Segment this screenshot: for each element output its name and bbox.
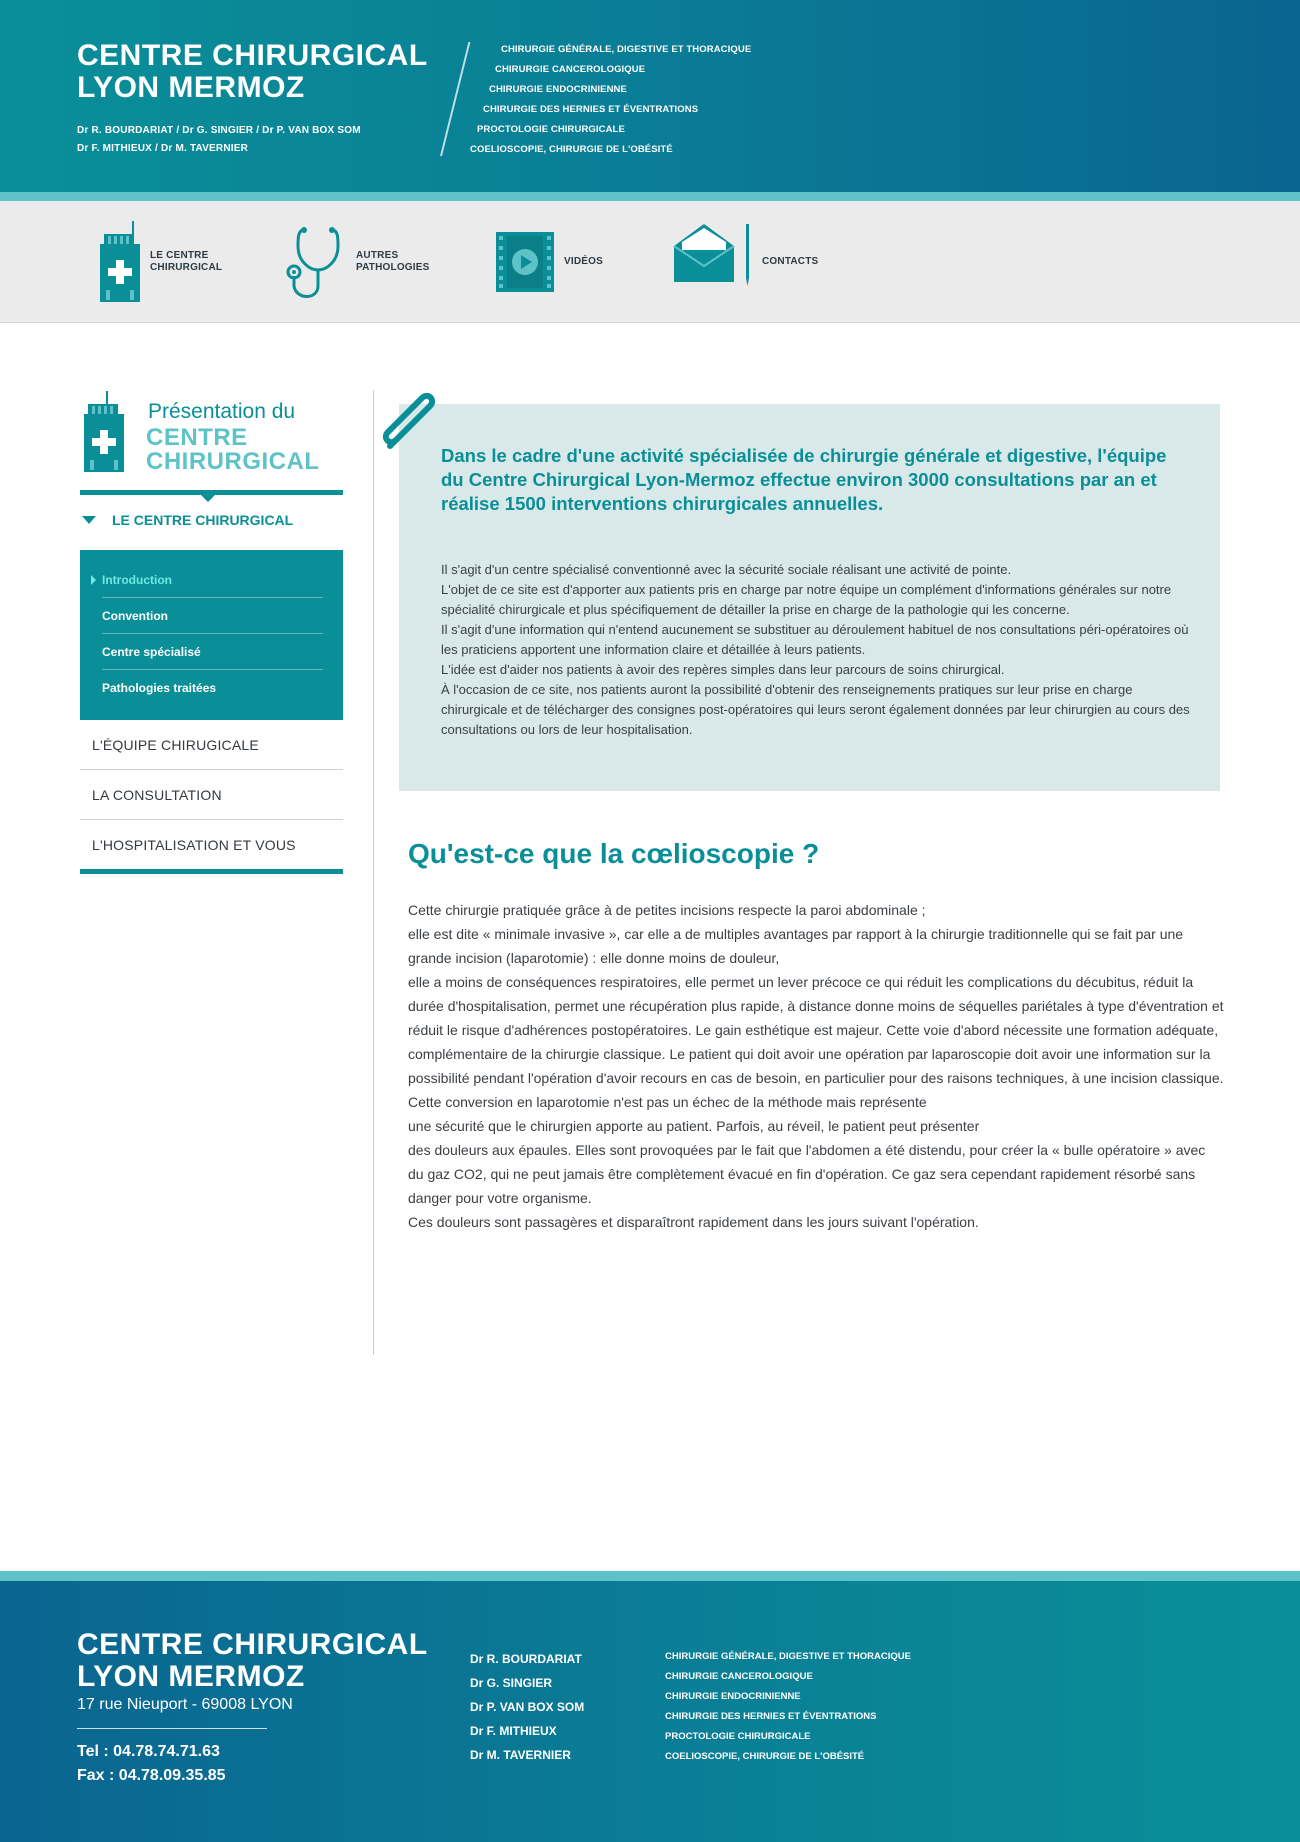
footer-divider: [77, 1728, 267, 1729]
nav-item-videos[interactable]: [494, 201, 603, 323]
submenu-item-centre-specialise[interactable]: [102, 634, 323, 670]
footer-phone[interactable]: Tel : 04.78.74.71.63: [77, 1743, 220, 1760]
site-title[interactable]: [77, 40, 428, 104]
nav-item-autres-pathologies[interactable]: [282, 201, 430, 323]
sidebar-heading-big: [146, 426, 320, 474]
header-doctors-line2: Dr F. MITHIEUX / Dr M. TAVERNIER: [77, 143, 249, 154]
submenu-label: Introduction: [102, 572, 172, 587]
footer-fax: Fax : 04.78.09.35.85: [77, 1767, 226, 1784]
header-divider: [440, 42, 470, 156]
sidebar-link-equipe[interactable]: L'ÉQUIPE CHIRUGICALE: [80, 720, 343, 770]
hospital-building-icon: [82, 390, 126, 474]
intro-paragraph: Il s'agit d'un centre spécialisé conventionné avec la sécurité sociale réalisant une activité de pointe.: [441, 562, 1012, 577]
header-specialty[interactable]: PROCTOLOGIE CHIRURGICALE: [477, 124, 625, 135]
site-title-line1: CENTRE CHIRURGICAL: [77, 39, 428, 72]
hospital-building-icon: [98, 220, 142, 304]
paperclip-icon: [380, 386, 450, 456]
article-paragraph: elle est dite « minimale invasive », car elle a de multiples avantages par rapport à la chirurgie traditionnelle qui se fait par une grande incision (laparotomie) : elle donne moins de douleur,: [408, 926, 1184, 966]
header-specialty[interactable]: CHIRURGIE GÉNÉRALE, DIGESTIVE ET THORACIQUE: [501, 44, 752, 55]
submenu-item-convention[interactable]: [102, 598, 323, 634]
sidebar-link-consultation[interactable]: LA CONSULTATION: [80, 770, 343, 820]
footer-specialty[interactable]: CHIRURGIE GÉNÉRALE, DIGESTIVE ET THORACIQUE: [665, 1651, 911, 1662]
footer-specialty[interactable]: CHIRURGIE CANCEROLOGIQUE: [665, 1671, 813, 1682]
intro-paragraph: L'idée est d'aider nos patients à avoir des repères simples dans leur parcours de soins chirurgical.: [441, 662, 1005, 677]
article-paragraph: des douleurs aux épaules. Elles sont provoquées par le fait que l'abdomen a été distendu, pour créer la « bulle opératoire » avec du gaz CO2, qui ne peut jamais être complètement évacué en fin d'opération. Ce gaz sera cependant rapidement résorbé sans danger pour votre organisme.: [408, 1142, 1206, 1206]
site-footer: [0, 1581, 1300, 1842]
sidebar-rule-notch: [200, 494, 216, 502]
sidebar-heading-big-line1: CENTRE: [146, 424, 248, 451]
intro-body: [441, 560, 1201, 740]
intro-paragraph: Il s'agit d'une information qui n'entend aucunement se substituer au déroulement habituel de nos consultations péri-opératoires où les praticiens apportent une information claire et détaillée à leurs patients.: [441, 622, 1189, 657]
footer-doctor: Dr G. SINGIER: [470, 1676, 553, 1690]
film-play-icon: [494, 220, 556, 304]
footer-specialty[interactable]: CHIRURGIE DES HERNIES ET ÉVENTRATIONS: [665, 1711, 877, 1722]
footer-doctor: Dr P. VAN BOX SOM: [470, 1700, 585, 1714]
footer-address: 17 rue Nieuport - 69008 LYON: [77, 1696, 293, 1713]
site-title-line2: LYON MERMOZ: [77, 71, 305, 104]
sidebar-heading-small: Présentation du: [148, 400, 296, 423]
article-paragraph: elle a moins de conséquences respiratoires, elle permet un lever précoce ce qui réduit les complications du décubitus, réduit la durée d'hospitalisation, permet une récupération plus rapide, à distance donne moins de séquelles pariétales à type d'éventration et réduit le risque d'adhérences postopératoires. Le gain esthétique est majeur. Cette voie d'abord nécessite une formation adéquate, complémentaire de la chirurgie classique. Le patient qui doit avoir une opération par laparoscopie doit avoir une information sur la possibilité pendant l'opération d'avoir recours en cas de besoin, en particulier pour des raisons techniques, à une incision classique. Cette conversion en laparotomie n'est pas un échec de la méthode mais représente: [408, 974, 1224, 1110]
header-doctors-line1: Dr R. BOURDARIAT / Dr G. SINGIER / Dr P. VAN BOX SOM: [77, 125, 361, 136]
sidebar-heading: [80, 390, 343, 490]
content-divider: [373, 390, 374, 1355]
header-specialty[interactable]: CHIRURGIE CANCEROLOGIQUE: [495, 64, 646, 75]
article-paragraph: Cette chirurgie pratiquée grâce à de petites incisions respecte la paroi abdominale ;: [408, 902, 926, 918]
sidebar-section-toggle[interactable]: [80, 503, 343, 537]
sidebar-heading-big-line2: CHIRURGICAL: [146, 448, 320, 475]
sidebar: [80, 390, 343, 853]
caret-right-icon: [91, 575, 96, 585]
header-specialty[interactable]: CHIRURGIE DES HERNIES ET ÉVENTRATIONS: [483, 104, 699, 115]
footer-doctor: Dr R. BOURDARIAT: [470, 1652, 582, 1666]
nav-label: AUTRES PATHOLOGIES: [356, 250, 430, 273]
footer-title-line2: LYON MERMOZ: [77, 1660, 305, 1693]
footer-specialty[interactable]: COELIOSCOPIE, CHIRURGIE DE L'OBÉSITÉ: [665, 1751, 865, 1762]
envelope-pen-icon: [672, 220, 754, 304]
article-paragraph: Ces douleurs sont passagères et disparaîtront rapidement dans les jours suivant l'opération.: [408, 1214, 979, 1230]
header-stripe: [0, 192, 1300, 201]
nav-label: LE CENTRE CHIRURGICAL: [150, 250, 223, 273]
sidebar-links: [80, 720, 343, 870]
footer-specialty[interactable]: PROCTOLOGIE CHIRURGICALE: [665, 1731, 811, 1742]
caret-down-icon: [82, 516, 96, 524]
header-specialty[interactable]: CHIRURGIE ENDOCRINIENNE: [489, 84, 627, 95]
nav-item-centre-chirurgical[interactable]: [98, 201, 222, 323]
article-paragraph: une sécurité que le chirurgien apporte au patient. Parfois, au réveil, le patient peut présenter: [408, 1118, 980, 1134]
submenu-item-pathologies-traitees[interactable]: [102, 670, 323, 706]
intro-lead-text: Dans le cadre d'une activité spécialisée de chirurgie générale et digestive, l'équipe du Centre Chirurgical Lyon-Mermoz effectue environ 3000 consultations par an et réalise 1500 interventions chirurgicales annuelles.: [441, 445, 1167, 514]
intro-paragraph: À l'occasion de ce site, nos patients auront la possibilité d'obtenir des renseignements pratiques sur leur prise en charge chirurgicale et de télécharger des consignes post-opératoires qui leurs seront également données par leur chirurgien au cours des consultations ou lors de leur hospitalisation.: [441, 682, 1190, 737]
article-body: [408, 898, 1224, 1234]
main-nav: [0, 201, 1300, 323]
sidebar-section-label: LE CENTRE CHIRURGICAL: [112, 512, 294, 528]
sidebar-submenu: [80, 550, 343, 720]
footer-stripe: [0, 1571, 1300, 1581]
sidebar-link-hospitalisation[interactable]: L'HOSPITALISATION ET VOUS: [92, 837, 296, 853]
intro-paragraph: L'objet de ce site est d'apporter aux patients pris en charge par notre équipe un complément d'informations générales sur notre spécialité chirurgicale et plus spécifiquement de détailler la prise en charge de la pathologie qui les concerne.: [441, 582, 1172, 617]
sidebar-bottom-rule: [80, 869, 343, 874]
footer-title: [77, 1629, 428, 1693]
submenu-item-introduction[interactable]: [102, 562, 323, 598]
stethoscope-icon: [282, 220, 348, 304]
page-title: Qu'est-ce que la cœlioscopie ?: [408, 838, 820, 869]
footer-doctor: Dr F. MITHIEUX: [470, 1724, 557, 1738]
site-header: [0, 0, 1300, 192]
nav-label: CONTACTS: [762, 256, 819, 267]
nav-label: VIDÉOS: [564, 256, 603, 267]
footer-title-line1: CENTRE CHIRURGICAL: [77, 1628, 428, 1661]
header-specialty[interactable]: COELIOSCOPIE, CHIRURGIE DE L'OBÉSITÉ: [470, 144, 673, 155]
nav-item-contacts[interactable]: [672, 201, 818, 323]
submenu-label: Convention: [102, 608, 168, 623]
footer-specialty[interactable]: CHIRURGIE ENDOCRINIENNE: [665, 1691, 801, 1702]
submenu-label: Centre spécialisé: [102, 644, 201, 659]
submenu-label: Pathologies traitées: [102, 681, 217, 695]
footer-doctor: Dr M. TAVERNIER: [470, 1748, 571, 1762]
